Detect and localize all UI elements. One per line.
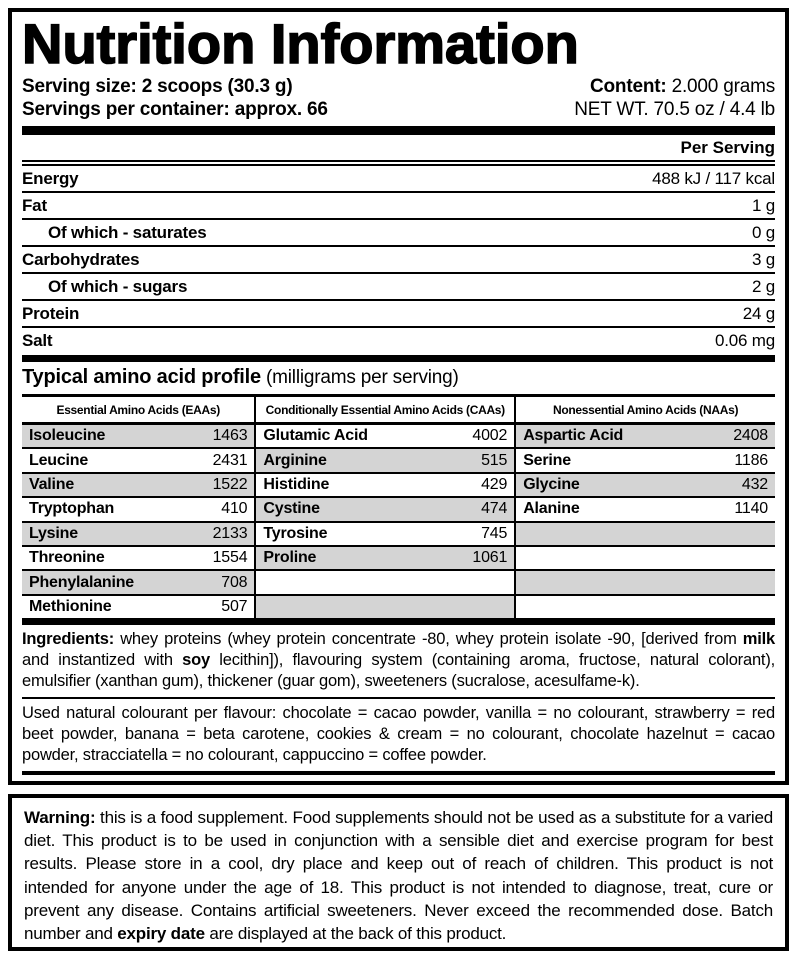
fact-value: 3 g <box>751 250 775 269</box>
amino-name: Tryptophan <box>29 500 115 518</box>
fact-row <box>22 301 775 328</box>
amino-value: 745 <box>481 524 508 542</box>
amino-column-header: Nonessential Amino Acids (NAAs) <box>516 397 775 425</box>
serving-info-right <box>574 75 775 121</box>
amino-name: Leucine <box>29 451 89 469</box>
amino-row <box>516 523 775 547</box>
text-segment: are displayed at the back of this product. <box>204 924 507 944</box>
amino-name: Isoleucine <box>29 427 106 445</box>
text-segment: this is a food supplement. Food supplements should not be used as a substitute for a varied diet. This product is to be used in conjunction with a sensible diet and exercise program for best results. Please store in a cool, dry place and keep out of reach of children. This product is not intended for anyone under the age of 18. This product is not intended to diagnose, treat, cure or prevent any disease. Contains artificial sweeteners. Never exceed the recommended dose. Batch number and <box>24 808 773 944</box>
amino-name: Arginine <box>263 451 327 469</box>
text-segment: Used natural colourant per flavour: chocolate = cacao powder, vanilla = no colourant, strawberry = red beet powder, banana = beta carotene, cookies & cream = no colourant, chocolate hazelnut = cacao powder, stracciatella = no colourant, cappuccino = coffee powder. <box>22 704 775 765</box>
amino-name: Threonine <box>29 549 105 567</box>
text-segment-bold <box>22 780 137 785</box>
content-value: 2.000 grams <box>666 76 775 97</box>
warning-paragraph <box>24 803 773 945</box>
warning-panel <box>8 794 789 951</box>
amino-value: 2133 <box>212 524 248 542</box>
amino-title-rest: (milligrams per serving) <box>260 367 459 388</box>
amino-name: Proline <box>263 549 317 567</box>
amino-row <box>22 425 254 449</box>
amino-name: Methionine <box>29 597 112 615</box>
content-label: Content: <box>590 76 667 97</box>
amino-row <box>256 547 514 571</box>
amino-value: 1554 <box>212 549 248 567</box>
net-weight-line: NET WT. 70.5 oz / 4.4 lb <box>574 99 775 120</box>
fact-row <box>22 247 775 274</box>
serving-info-left <box>22 75 328 121</box>
colourants-paragraph <box>22 699 775 771</box>
amino-value: 1522 <box>212 475 248 493</box>
fact-row <box>22 220 775 247</box>
fact-value: 0 g <box>751 223 775 242</box>
amino-value: 4002 <box>472 427 508 445</box>
fact-label: Salt <box>22 331 53 350</box>
amino-value: 708 <box>221 573 248 591</box>
text-segment: whey proteins (whey protein concentrate -80, whey protein isolate -90, [derived from <box>114 630 743 649</box>
amino-row <box>516 498 775 522</box>
amino-value: 1140 <box>734 500 768 518</box>
amino-value: 2431 <box>212 451 248 469</box>
amino-value: 429 <box>481 475 508 493</box>
amino-row <box>22 571 254 595</box>
fact-value: 24 g <box>742 304 775 323</box>
fact-value: 0.06 mg <box>714 331 775 350</box>
fact-row <box>22 193 775 220</box>
fact-label: Protein <box>22 304 80 323</box>
fact-row <box>22 166 775 193</box>
amino-section-title <box>22 362 775 394</box>
text-segment-bold: expiry date <box>117 924 205 944</box>
amino-name: Glutamic Acid <box>263 427 368 445</box>
amino-row <box>516 449 775 473</box>
amino-name: Lysine <box>29 524 78 542</box>
amino-row <box>22 449 254 473</box>
per-serving-header: Per Serving <box>680 138 775 157</box>
amino-row <box>516 547 775 571</box>
fact-row <box>22 274 775 301</box>
amino-value: 1463 <box>212 427 248 445</box>
servings-per-container-line: Servings per container: approx. 66 <box>22 99 328 120</box>
amino-title-bold: Typical amino acid profile <box>22 366 261 388</box>
suggested-use-paragraph <box>22 775 775 785</box>
amino-name: Histidine <box>263 475 330 493</box>
amino-row <box>256 425 514 449</box>
amino-column <box>254 397 514 618</box>
amino-column-header: Conditionally Essential Amino Acids (CAAs) <box>256 397 514 425</box>
fact-label: Energy <box>22 169 79 188</box>
page-title: Nutrition Information <box>22 12 579 75</box>
amino-value: 432 <box>741 475 768 493</box>
serving-info <box>22 75 775 121</box>
serving-size-line: Serving size: 2 scoops (30.3 g) <box>22 76 293 97</box>
amino-row <box>516 596 775 618</box>
amino-name: Cystine <box>263 500 320 518</box>
amino-row <box>256 474 514 498</box>
text-segment-bold: Warning: <box>24 808 96 827</box>
text-segment-bold: milk <box>742 630 775 649</box>
section-divider-bar <box>22 126 775 135</box>
amino-row <box>256 523 514 547</box>
amino-value: 515 <box>481 451 508 469</box>
amino-row <box>516 474 775 498</box>
amino-name: Serine <box>523 451 571 469</box>
amino-row <box>256 596 514 618</box>
ingredients-paragraph <box>22 625 775 697</box>
amino-column-header: Essential Amino Acids (EAAs) <box>22 397 254 425</box>
amino-column <box>514 397 775 618</box>
text-segment-bold: soy <box>182 651 210 670</box>
amino-name: Alanine <box>523 500 580 518</box>
amino-row <box>22 596 254 618</box>
fact-row <box>22 328 775 353</box>
amino-value: 474 <box>481 500 508 518</box>
text-segment-bold: Ingredients: <box>22 630 115 649</box>
amino-value: 507 <box>221 597 248 615</box>
amino-row <box>22 498 254 522</box>
amino-name: Valine <box>29 475 75 493</box>
amino-name: Glycine <box>523 475 580 493</box>
fact-value: 2 g <box>751 277 775 296</box>
fact-value: 488 kJ / 117 kcal <box>652 169 775 188</box>
amino-value: 1061 <box>472 549 508 567</box>
amino-name: Phenylalanine <box>29 573 134 591</box>
fact-value: 1 g <box>751 196 775 215</box>
amino-row <box>22 523 254 547</box>
facts-rows <box>22 166 775 353</box>
amino-row <box>516 571 775 595</box>
amino-value: 2408 <box>733 427 768 445</box>
fact-label: Fat <box>22 196 47 215</box>
amino-row <box>22 547 254 571</box>
text-segment: lecithin]), flavouring system (containing aroma, fructose, natural colorant), emulsifier (xanthan gum), thickener (guar gom), sweeteners (sucralose, acesulfame-k). <box>22 651 775 691</box>
amino-row <box>22 474 254 498</box>
amino-name: Aspartic Acid <box>523 427 624 445</box>
nutrition-label-panel <box>8 8 789 785</box>
amino-column <box>22 397 254 618</box>
amino-row <box>256 498 514 522</box>
section-divider-bar <box>22 618 775 625</box>
text-segment: and instantized with <box>22 651 183 670</box>
amino-acid-table <box>22 394 775 618</box>
content-line <box>574 75 775 98</box>
amino-value: 410 <box>221 500 248 518</box>
amino-row <box>256 449 514 473</box>
amino-row <box>516 425 775 449</box>
amino-name: Tyrosine <box>263 524 328 542</box>
fact-label: Of which - sugars <box>48 277 188 296</box>
amino-row <box>256 571 514 595</box>
fact-label: Of which - saturates <box>48 223 207 242</box>
amino-value: 1186 <box>734 451 768 469</box>
section-divider-bar <box>22 355 775 362</box>
fact-label: Carbohydrates <box>22 250 140 269</box>
